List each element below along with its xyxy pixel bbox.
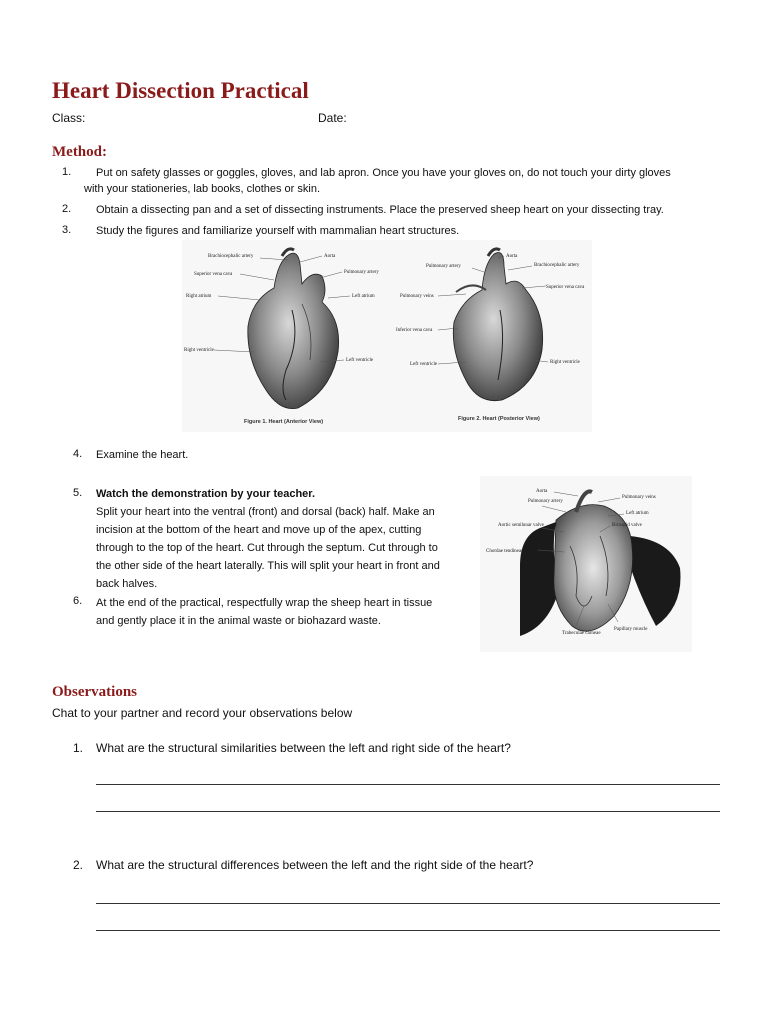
step-number: 4. — [73, 448, 83, 460]
step-heading: Watch the demonstration by your teacher. — [96, 488, 316, 500]
fig1-label: Left atrium — [352, 294, 375, 299]
step-text: Put on safety glasses or goggles, gloves, and lab apron. Once you have your gloves on, do not touch your dirty gloves — [96, 167, 671, 179]
answer-line[interactable] — [96, 784, 720, 785]
step-text — [96, 594, 476, 630]
step-line: incision at the bottom of the heart and move up of the apex, cutting — [96, 524, 422, 536]
fig2-label: Left ventricle — [410, 362, 438, 367]
question-text: What are the structural differences between the left and the right side of the heart? — [96, 858, 534, 872]
fig3-label: Pulmonary veins — [622, 495, 656, 500]
heart-anterior-illustration — [248, 249, 339, 409]
step-number: 5. — [73, 487, 83, 499]
answer-line[interactable] — [96, 930, 720, 931]
fig3-label: Aortic semilunar valve — [498, 523, 544, 528]
fig3-label: Papillary muscle — [614, 627, 648, 632]
fig2-label: Superior vena cava — [546, 285, 585, 290]
fig3-label: Aorta — [536, 489, 548, 494]
fig1-label: Right ventricle — [184, 348, 214, 353]
step-number: 2. — [62, 203, 72, 215]
fig2-label: Aorta — [506, 254, 518, 259]
step-line: through to the top of the heart. Cut through the septum. Cut through to — [96, 542, 438, 554]
fig3-label: Pulmonary artery — [528, 499, 563, 504]
step-text: Study the figures and familiarize yourself with mammalian heart structures. — [96, 225, 460, 237]
dissected-heart-figure — [480, 476, 692, 652]
observations-heading: Observations — [52, 684, 138, 700]
fig1-label: Pulmonary artery — [344, 270, 379, 275]
step-line: At the end of the practical, respectfully wrap the sheep heart in tissue — [96, 597, 433, 609]
step-line: the other side of the heart laterally. This will split your heart in front and — [96, 560, 440, 572]
fig3-label: Trabeculae carneae — [562, 631, 601, 636]
observations-intro: Chat to your partner and record your observations below — [52, 706, 353, 720]
step-text: Examine the heart. — [96, 449, 189, 461]
fig1-label: Right atrium — [186, 294, 212, 299]
fig1-label: Brachiocephalic artery — [208, 254, 254, 259]
page-title: Heart Dissection Practical — [52, 78, 309, 103]
step-number: 3. — [62, 224, 72, 236]
answer-line[interactable] — [96, 811, 720, 812]
fig2-label: Pulmonary artery — [426, 264, 461, 269]
fig2-label: Right ventricle — [550, 360, 580, 365]
heart-posterior-illustration — [453, 249, 542, 401]
fig1-caption: Figure 1. Heart (Anterior View) — [244, 419, 324, 425]
step-text: Obtain a dissecting pan and a set of dissecting instruments. Place the preserved sheep heart on your dissecting tray. — [96, 204, 664, 216]
fig2-caption: Figure 2. Heart (Posterior View) — [458, 416, 540, 422]
fig1-label: Superior vena cava — [194, 272, 233, 277]
dissected-heart-illustration — [480, 476, 692, 652]
class-label: Class: — [52, 111, 86, 125]
step-number: 1. — [62, 166, 72, 178]
fig2-label: Pulmonary veins — [400, 294, 434, 299]
heart-figures — [182, 240, 592, 432]
fig3-label: Bicuspid valve — [612, 523, 642, 528]
fig1-label: Left ventricle — [346, 358, 374, 363]
question-number: 2. — [73, 858, 84, 872]
date-label: Date: — [318, 111, 347, 125]
step-number: 6. — [73, 595, 83, 607]
fig2-label: Inferior vena cava — [396, 328, 433, 333]
heart-figures-illustration — [182, 240, 592, 432]
step-line: Split your heart into the ventral (front) and dorsal (back) half. Make an — [96, 506, 435, 518]
fig3-label: Chordae tendineae — [486, 549, 524, 554]
step-line: and gently place it in the animal waste or biohazard waste. — [96, 615, 381, 627]
step-text — [96, 503, 476, 593]
fig2-label: Brachiocephalic artery — [534, 263, 580, 268]
question-text: What are the structural similarities between the left and right side of the heart? — [96, 741, 511, 755]
question-number: 1. — [73, 741, 84, 755]
fig3-label: Left atrium — [626, 511, 649, 516]
step-text-continued: with your stationeries, lab books, clothes or skin. — [84, 183, 321, 195]
step-line: back halves. — [96, 578, 158, 590]
answer-line[interactable] — [96, 903, 720, 904]
method-heading: Method: — [52, 144, 107, 160]
fig1-label: Aorta — [324, 254, 336, 259]
